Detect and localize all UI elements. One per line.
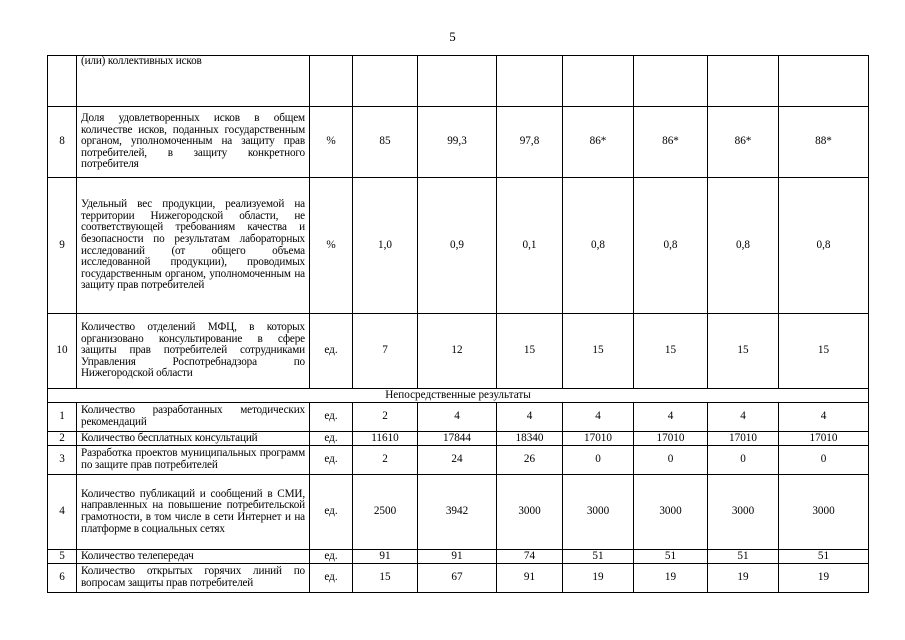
table-row: [48, 56, 869, 107]
value-cell: 0,8: [779, 178, 869, 314]
value-cell: 0,8: [563, 178, 634, 314]
value-cell: 3000: [634, 475, 708, 550]
table-row: [48, 550, 869, 564]
table-row: [48, 564, 869, 593]
indicator-name: Количество бесплатных консультаций: [77, 432, 310, 446]
row-number: 1: [48, 403, 77, 432]
value-cell: 4: [634, 403, 708, 432]
value-cell: 15: [563, 314, 634, 389]
table-row: [48, 178, 869, 314]
value-cell: 51: [779, 550, 869, 564]
indicator-name: Удельный вес продукции, реализуемой на территории Нижегородской области, не соответствующей требованиям качества и безопасности по результатам лабораторных исследований (от общего объема исследованной продукции), проводимых государственным органом, уполномоченным на защиту прав потребителей: [77, 178, 310, 314]
value-cell: 99,3: [418, 107, 497, 178]
value-cell: 91: [353, 550, 418, 564]
value-cell: 15: [708, 314, 779, 389]
value-cell: 86*: [708, 107, 779, 178]
value-cell: 0,9: [418, 178, 497, 314]
value-cell: 88*: [779, 107, 869, 178]
section-row: [48, 389, 869, 403]
row-number: 10: [48, 314, 77, 389]
value-cell: 4: [708, 403, 779, 432]
value-cell: [563, 56, 634, 107]
value-cell: 2500: [353, 475, 418, 550]
value-cell: 0,1: [497, 178, 563, 314]
unit-cell: ед.: [310, 475, 353, 550]
value-cell: 4: [779, 403, 869, 432]
indicator-name: Количество публикаций и сообщений в СМИ, направленных на повышение потребительской грамотности, в том числе в сети Интернет и на платформе в социальных сетях: [77, 475, 310, 550]
value-cell: 12: [418, 314, 497, 389]
table-row: [48, 446, 869, 475]
unit-cell: ед.: [310, 432, 353, 446]
value-cell: 15: [353, 564, 418, 593]
table-row: [48, 432, 869, 446]
indicator-name: Доля удовлетворенных исков в общем количестве исков, поданных государственным органом, уполномоченным на защиту прав потребителей, в защиту конкретного потребителя: [77, 107, 310, 178]
value-cell: 15: [634, 314, 708, 389]
value-cell: 0,8: [634, 178, 708, 314]
value-cell: [634, 56, 708, 107]
value-cell: [497, 56, 563, 107]
value-cell: 19: [563, 564, 634, 593]
value-cell: 3000: [563, 475, 634, 550]
value-cell: 3000: [708, 475, 779, 550]
value-cell: 0: [563, 446, 634, 475]
value-cell: [779, 56, 869, 107]
value-cell: 85: [353, 107, 418, 178]
value-cell: [418, 56, 497, 107]
row-number: 3: [48, 446, 77, 475]
value-cell: 67: [418, 564, 497, 593]
value-cell: 0: [708, 446, 779, 475]
indicator-name: Количество разработанных методических рекомендаций: [77, 403, 310, 432]
value-cell: 74: [497, 550, 563, 564]
value-cell: 18340: [497, 432, 563, 446]
value-cell: 2: [353, 403, 418, 432]
value-cell: 86*: [634, 107, 708, 178]
value-cell: 7: [353, 314, 418, 389]
row-number: 6: [48, 564, 77, 593]
value-cell: 0: [779, 446, 869, 475]
unit-cell: ед.: [310, 314, 353, 389]
value-cell: 51: [634, 550, 708, 564]
value-cell: 19: [779, 564, 869, 593]
value-cell: 4: [418, 403, 497, 432]
value-cell: 26: [497, 446, 563, 475]
value-cell: 17844: [418, 432, 497, 446]
row-number: [48, 56, 77, 107]
table-row: [48, 403, 869, 432]
value-cell: 3000: [779, 475, 869, 550]
value-cell: 17010: [563, 432, 634, 446]
unit-cell: %: [310, 107, 353, 178]
table-row: [48, 314, 869, 389]
value-cell: 24: [418, 446, 497, 475]
value-cell: 3942: [418, 475, 497, 550]
value-cell: 86*: [563, 107, 634, 178]
value-cell: 15: [497, 314, 563, 389]
value-cell: 51: [563, 550, 634, 564]
value-cell: 2: [353, 446, 418, 475]
indicators-table: [47, 55, 869, 593]
value-cell: [708, 56, 779, 107]
unit-cell: [310, 56, 353, 107]
value-cell: 19: [634, 564, 708, 593]
row-number: 5: [48, 550, 77, 564]
indicator-name: Разработка проектов муниципальных программ по защите прав потребителей: [77, 446, 310, 475]
value-cell: 3000: [497, 475, 563, 550]
unit-cell: ед.: [310, 564, 353, 593]
indicator-name: Количество телепередач: [77, 550, 310, 564]
unit-cell: ед.: [310, 446, 353, 475]
value-cell: 91: [497, 564, 563, 593]
indicator-name: (или) коллективных исков: [77, 56, 310, 107]
indicator-name: Количество открытых горячих линий по вопросам защиты прав потребителей: [77, 564, 310, 593]
value-cell: 0: [634, 446, 708, 475]
unit-cell: %: [310, 178, 353, 314]
value-cell: 17010: [634, 432, 708, 446]
value-cell: 51: [708, 550, 779, 564]
row-number: 4: [48, 475, 77, 550]
value-cell: 17010: [779, 432, 869, 446]
value-cell: 17010: [708, 432, 779, 446]
value-cell: [353, 56, 418, 107]
value-cell: 11610: [353, 432, 418, 446]
value-cell: 91: [418, 550, 497, 564]
section-title: Непосредственные результаты: [48, 389, 869, 403]
unit-cell: ед.: [310, 403, 353, 432]
unit-cell: ед.: [310, 550, 353, 564]
row-number: 8: [48, 107, 77, 178]
value-cell: 0,8: [708, 178, 779, 314]
value-cell: 19: [708, 564, 779, 593]
table-row: [48, 475, 869, 550]
table-row: [48, 107, 869, 178]
value-cell: 1,0: [353, 178, 418, 314]
value-cell: 4: [563, 403, 634, 432]
indicator-name: Количество отделений МФЦ, в которых организовано консультирование в сфере защиты прав потребителей сотрудниками Управления Роспотребнадзора по Нижегородской области: [77, 314, 310, 389]
row-number: 2: [48, 432, 77, 446]
row-number: 9: [48, 178, 77, 314]
page-number: 5: [449, 29, 456, 44]
value-cell: 97,8: [497, 107, 563, 178]
value-cell: 15: [779, 314, 869, 389]
value-cell: 4: [497, 403, 563, 432]
